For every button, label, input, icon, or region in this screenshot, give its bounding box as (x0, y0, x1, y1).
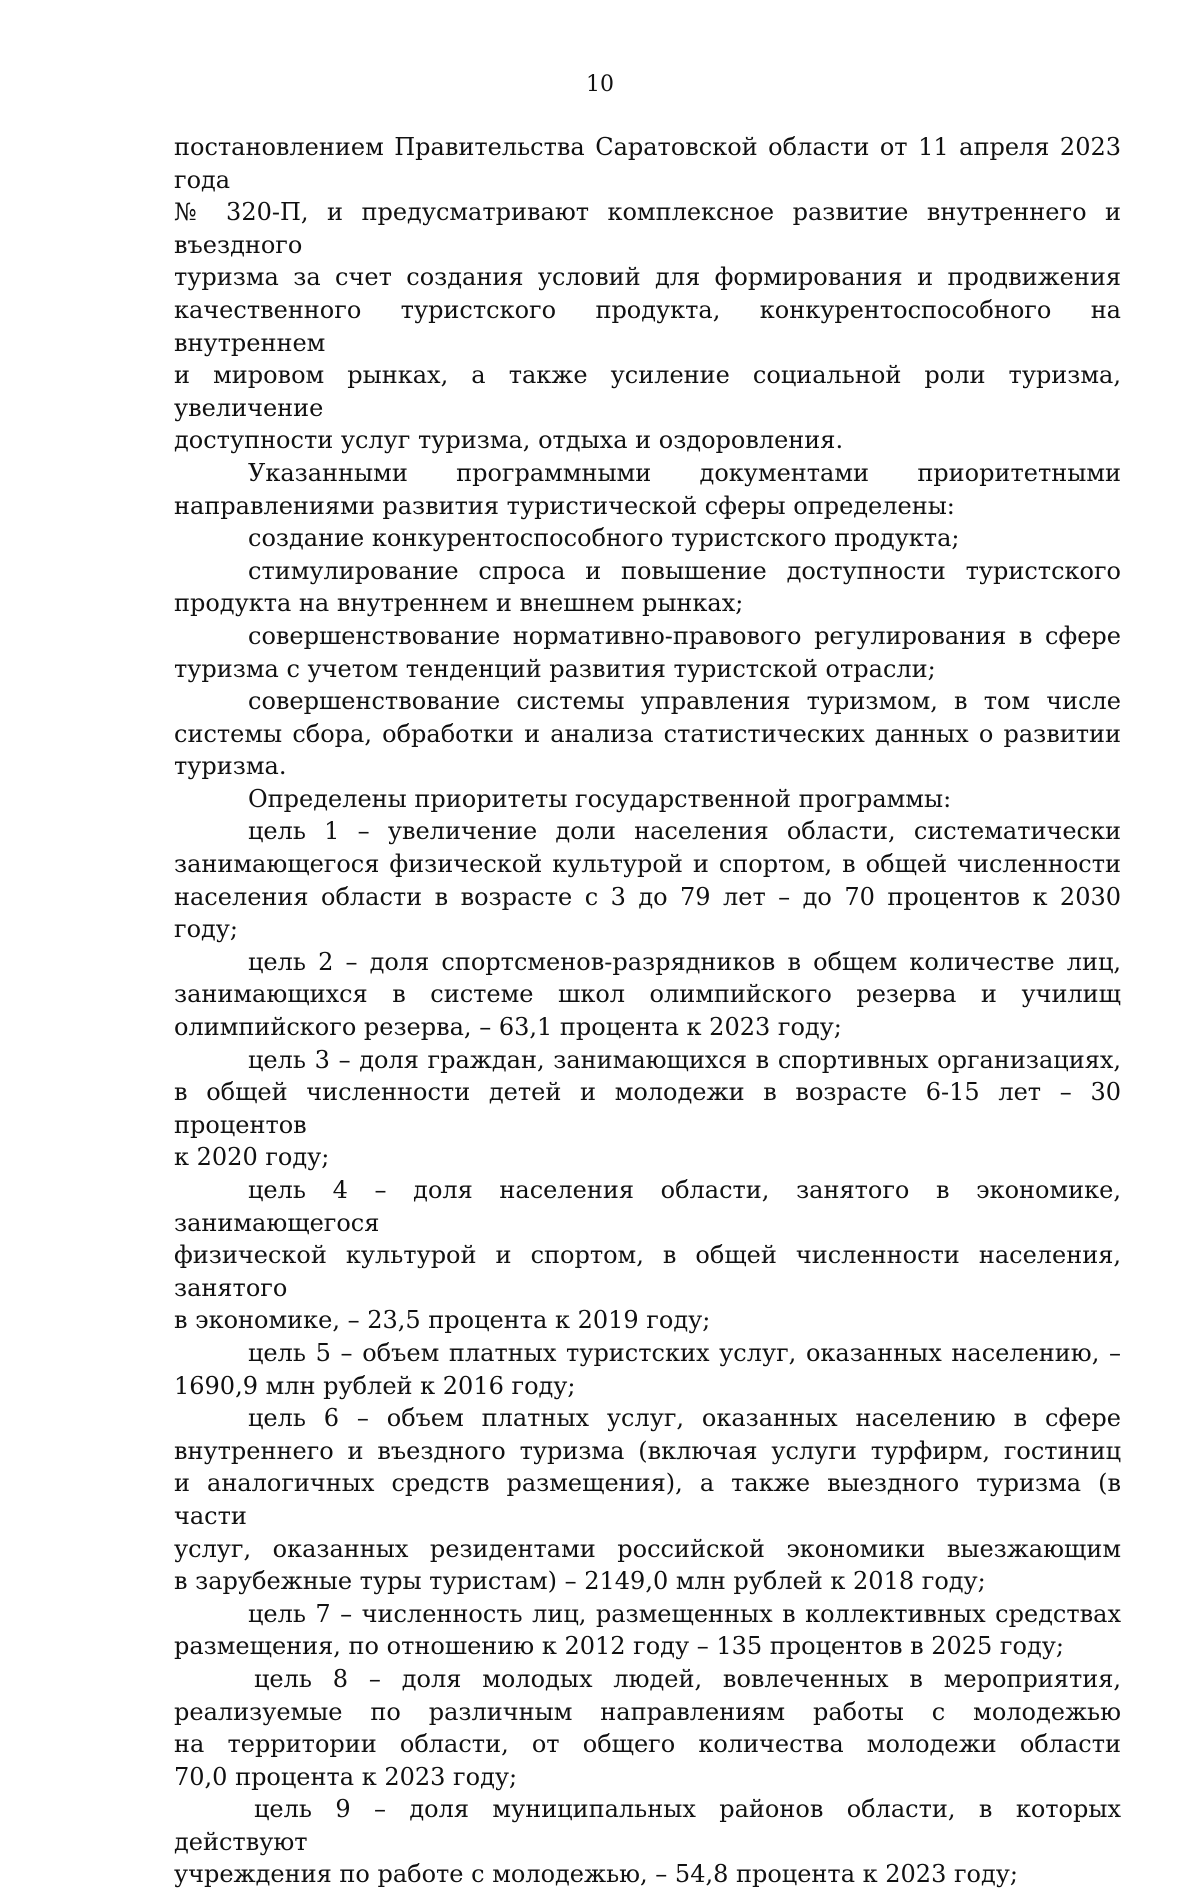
text-line: Определены приоритеты государственной программы: (248, 784, 952, 813)
text-line: цель 7 – численность лиц, размещенных в коллективных средствах (248, 1599, 1121, 1628)
text-line: 70,0 процента к 2023 году; (174, 1762, 518, 1791)
text-line: Указанными программными документами приоритетными (248, 458, 1121, 487)
text-line: качественного туристского продукта, конкурентоспособного на внутреннем (174, 295, 1121, 357)
text-line: к 2020 году; (174, 1143, 330, 1172)
text-line: 1690,9 млн рублей к 2016 году; (174, 1371, 576, 1400)
text-line: внутреннего и въездного туризма (включая услуги турфирм, гостиниц (174, 1436, 1121, 1465)
text-line: направлениями развития туристической сферы определены: (174, 491, 955, 520)
text-line: населения области в возрасте с 3 до 79 лет – до 70 процентов к 2030 году; (174, 882, 1121, 944)
text-line: создание конкурентоспособного туристского продукта; (248, 524, 960, 553)
text-line: цель 4 – доля населения области, занятого в экономике, занимающегося (174, 1176, 1121, 1237)
text-line: совершенствование системы управления туризмом, в том числе (248, 687, 1121, 716)
text-line: цель 6 – объем платных услуг, оказанных населению в сфере (248, 1404, 1121, 1433)
text-line: цель 1 – увеличение доли населения области, систематически (248, 817, 1121, 846)
text-line: цель 9 – доля муниципальных районов области, в которых действуют (174, 1795, 1121, 1856)
text-line: физической культурой и спортом, в общей численности населения, занятого (174, 1241, 1121, 1302)
text-line: стимулирование спроса и повышение доступности туристского (248, 556, 1121, 585)
text-line: на территории области, от общего количества молодежи области (174, 1730, 1121, 1759)
text-line: в экономике, – 23,5 процента к 2019 году; (174, 1306, 711, 1335)
body-text (174, 131, 1121, 1891)
text-line: услуг, оказанных резидентами российской экономики выезжающим (174, 1534, 1121, 1563)
text-line: олимпийского резерва, – 63,1 процента к 2023 году; (174, 1013, 842, 1042)
text-line: продукта на внутреннем и внешнем рынках; (174, 589, 744, 618)
text-line: системы сбора, обработки и анализа статистических данных о развитии (174, 719, 1121, 748)
text-line: № 320-П, и предусматривают комплексное развитие внутреннего и въездного (174, 198, 1121, 259)
text-line: туризма с учетом тенденций развития туристской отрасли; (174, 654, 936, 683)
text-line: доступности услуг туризма, отдыха и оздоровления. (174, 426, 844, 455)
text-line: занимающегося физической культурой и спортом, в общей численности (174, 850, 1121, 879)
text-line: туризма за счет создания условий для формирования и продвижения (174, 263, 1121, 292)
text-line: размещения, по отношению к 2012 году – 135 процентов в 2025 году; (174, 1632, 1064, 1661)
text-line: цель 5 – объем платных туристских услуг, оказанных населению, – (248, 1338, 1121, 1367)
text-line: занимающихся в системе школ олимпийского резерва и училищ (174, 980, 1121, 1009)
text-line: цель 3 – доля граждан, занимающихся в спортивных организациях, (248, 1045, 1121, 1074)
page-number: 10 (586, 72, 614, 97)
text-line: цель 2 – доля спортсменов-разрядников в общем количестве лиц, (248, 947, 1121, 976)
text-line: постановлением Правительства Саратовской области от 11 апреля 2023 года (174, 133, 1121, 194)
text-line: туризма. (174, 752, 287, 781)
text-line: и мировом рынках, а также усиление социальной роли туризма, увеличение (174, 361, 1121, 422)
text-line: совершенствование нормативно-правового регулирования в сфере (248, 621, 1121, 650)
text-line: в общей численности детей и молодежи в возрасте 6-15 лет – 30 процентов (174, 1078, 1121, 1139)
text-line: цель 8 – доля молодых людей, вовлеченных в мероприятия, (254, 1664, 1121, 1693)
text-line: и аналогичных средств размещения), а также выездного туризма (в части (174, 1469, 1121, 1530)
text-line: учреждения по работе с молодежью, – 54,8 процента к 2023 году; (174, 1860, 1018, 1889)
text-line: реализуемые по различным направлениям работы с молодежью (174, 1697, 1121, 1726)
text-line: в зарубежные туры туристам) – 2149,0 млн рублей к 2018 году; (174, 1567, 986, 1596)
